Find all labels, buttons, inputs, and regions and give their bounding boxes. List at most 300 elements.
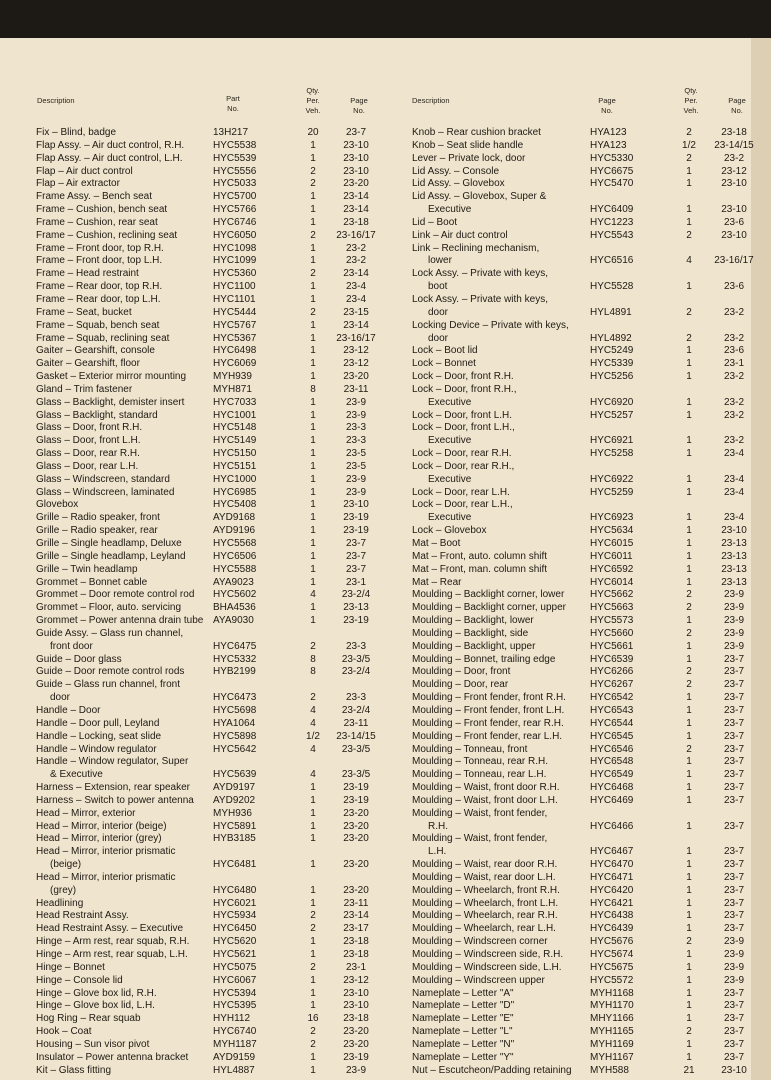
parts-row <box>412 1026 758 1039</box>
part-description: Grille – Radio speaker, rear <box>36 525 158 537</box>
part-description: Grommet – Bonnet cable <box>36 576 148 588</box>
part-number: HYC6922 <box>590 473 634 485</box>
part-description: Handle – Locking, seat slide <box>36 730 162 742</box>
part-description: Flap Assy. – Air duct control, L.H. <box>36 152 183 164</box>
part-number: HYC6506 <box>213 550 257 562</box>
header-description-right: Description <box>412 96 450 105</box>
part-description: Head Restraint Assy. – Executive <box>36 923 184 935</box>
parts-row <box>412 731 758 744</box>
part-number: HYC6548 <box>590 756 634 768</box>
quantity-per-vehicle: 2 <box>686 229 692 241</box>
part-description: Gland – Trim fastener <box>36 383 133 395</box>
quantity-per-vehicle: 1 <box>310 152 316 164</box>
quantity-per-vehicle: 4 <box>310 717 316 729</box>
part-number: MYH871 <box>213 383 252 395</box>
parts-row <box>412 499 758 512</box>
part-description: Moulding – Windscreen upper <box>412 974 545 986</box>
quantity-per-vehicle: 1 <box>686 615 692 627</box>
part-number: HYC6050 <box>213 229 257 241</box>
part-number: HYC6543 <box>590 704 634 716</box>
part-number: HYC6466 <box>590 820 634 832</box>
parts-row <box>412 487 758 500</box>
part-number: HYL4891 <box>590 306 632 318</box>
page-number: 23-7 <box>723 743 744 755</box>
parts-row <box>36 885 382 898</box>
part-number: HYC6069 <box>213 358 257 370</box>
parts-row <box>36 384 382 397</box>
quantity-per-vehicle: 1 <box>686 769 692 781</box>
part-number: HYC5539 <box>213 152 257 164</box>
quantity-per-vehicle: 1 <box>310 1000 316 1012</box>
parts-row <box>36 191 382 204</box>
part-description: Handle – Door pull, Leyland <box>36 717 160 729</box>
parts-row <box>36 166 382 179</box>
parts-row <box>412 833 758 846</box>
part-description: Flap – Air duct control <box>36 165 133 177</box>
part-number: HYC5543 <box>590 229 634 241</box>
part-number: HYC5934 <box>213 910 257 922</box>
part-number: HYC5661 <box>590 640 634 652</box>
part-number: HYC5033 <box>213 178 257 190</box>
part-number: HYC5620 <box>213 936 257 948</box>
part-number: AYD9197 <box>213 782 256 794</box>
part-description: Moulding – Waist, front door R.H. <box>412 782 560 794</box>
page-number: 23-7 <box>723 1026 744 1038</box>
part-description: Moulding – Tonneau, rear R.H. <box>412 756 549 768</box>
part-number: HYL4887 <box>213 1064 255 1076</box>
part-number: MYH1170 <box>590 1000 634 1012</box>
quantity-per-vehicle: 2 <box>686 1026 692 1038</box>
parts-list-left <box>36 127 382 1077</box>
quantity-per-vehicle: 16 <box>307 1013 319 1025</box>
part-number: HYC6014 <box>590 576 634 588</box>
page-number: 23-2/4 <box>341 704 371 716</box>
page-number: 23-7 <box>345 127 366 138</box>
page-number: 23-4 <box>345 281 366 293</box>
page-number: 23-7 <box>723 1013 744 1025</box>
page-number: 23-6 <box>723 345 744 357</box>
quantity-per-vehicle: 1 <box>310 1064 316 1076</box>
page-number: 23-20 <box>343 884 369 896</box>
part-number: HYC6011 <box>590 550 633 562</box>
page-number: 23-9 <box>723 627 744 639</box>
parts-row <box>36 679 382 692</box>
part-description: Kit – Glass fitting <box>36 1064 112 1076</box>
quantity-per-vehicle: 1 <box>686 794 692 806</box>
part-number: HYC7033 <box>213 396 257 408</box>
parts-row <box>36 333 382 346</box>
part-description: Moulding – Tonneau, rear L.H. <box>412 769 547 781</box>
quantity-per-vehicle: 1 <box>686 473 692 485</box>
parts-row <box>412 705 758 718</box>
part-number: HYC6468 <box>590 782 634 794</box>
part-number: MYH1165 <box>590 1026 634 1038</box>
part-description: Moulding – Backlight, upper <box>412 640 536 652</box>
quantity-per-vehicle: 1 <box>686 345 692 357</box>
part-description: Frame Assy. – Bench seat <box>36 191 152 203</box>
quantity-per-vehicle: 2 <box>310 229 316 241</box>
part-number: HYC5075 <box>213 961 257 973</box>
part-description: Frame – Rear door, top L.H. <box>36 293 161 305</box>
page-number: 23-7 <box>723 679 744 691</box>
part-number: HYC5332 <box>213 653 257 665</box>
part-number: HYC1099 <box>213 255 257 267</box>
part-description: Nameplate – Letter "A" <box>412 987 514 999</box>
parts-row <box>412 345 758 358</box>
page-number: 23-10 <box>721 1064 747 1076</box>
part-description: Knob – Rear cushion bracket <box>412 127 541 138</box>
page-number: 23-18 <box>343 936 369 948</box>
part-description: Hinge – Glove box lid, R.H. <box>36 987 157 999</box>
part-number: HYC6923 <box>590 512 634 524</box>
part-number: HYC5444 <box>213 306 257 318</box>
parts-row <box>412 769 758 782</box>
part-number: HYC5528 <box>590 281 634 293</box>
part-number: HYH112 <box>213 1013 251 1025</box>
parts-row <box>36 255 382 268</box>
part-number: 13H217 <box>213 127 249 138</box>
quantity-per-vehicle: 1 <box>686 704 692 716</box>
parts-row <box>36 1026 382 1039</box>
page-number: 23-3 <box>345 692 366 704</box>
part-number: AYD9159 <box>213 1051 256 1063</box>
part-number: HYC5663 <box>590 602 634 614</box>
parts-row <box>412 821 758 834</box>
page-number: 23-11 <box>343 897 369 909</box>
part-number: AYD9196 <box>213 525 256 537</box>
part-number: HYC6470 <box>590 859 634 871</box>
header-description-left: Description <box>37 96 75 105</box>
parts-row <box>36 243 382 256</box>
page-number: 23-9 <box>723 936 744 948</box>
part-number: HYB2199 <box>213 666 256 678</box>
quantity-per-vehicle: 1 <box>686 486 692 498</box>
part-number: HYC6473 <box>213 692 257 704</box>
parts-row <box>36 692 382 705</box>
quantity-per-vehicle: 1 <box>310 936 316 948</box>
parts-row <box>36 410 382 423</box>
part-description: Hinge – Console lid <box>36 974 123 986</box>
part-number: HYC5662 <box>590 589 634 601</box>
page-number: 23-12 <box>343 974 369 986</box>
quantity-per-vehicle: 1 <box>686 987 692 999</box>
part-number: HYC6467 <box>590 846 634 858</box>
part-description: Flap – Air extractor <box>36 178 120 190</box>
parts-row <box>412 1013 758 1026</box>
parts-row <box>36 666 382 679</box>
parts-row <box>412 525 758 538</box>
parts-row <box>36 936 382 949</box>
part-description: Lock – Glovebox <box>412 525 487 537</box>
quantity-per-vehicle: 1 <box>310 1051 316 1063</box>
quantity-per-vehicle: 1 <box>310 422 316 434</box>
page-number: 23-7 <box>723 846 744 858</box>
parts-row <box>412 512 758 525</box>
quantity-per-vehicle: 1 <box>686 859 692 871</box>
page-number: 23-19 <box>343 794 369 806</box>
part-description: Nut – Escutcheon/Padding retaining <box>412 1064 572 1076</box>
quantity-per-vehicle: 1/2 <box>682 139 696 151</box>
parts-row <box>36 988 382 1001</box>
quantity-per-vehicle: 2 <box>686 602 692 614</box>
parts-row <box>36 859 382 872</box>
page-number: 23-7 <box>723 1000 744 1012</box>
parts-row <box>412 1039 758 1052</box>
part-number: HYC6438 <box>590 910 634 922</box>
quantity-per-vehicle: 1 <box>686 846 692 858</box>
parts-row <box>36 872 382 885</box>
parts-row <box>412 718 758 731</box>
part-number: HYC6409 <box>590 204 634 216</box>
part-number: HYL4892 <box>590 332 632 344</box>
part-number: HYC5898 <box>213 730 257 742</box>
page-number: 23-10 <box>721 178 747 190</box>
quantity-per-vehicle: 1 <box>686 923 692 935</box>
page-number: 23-9 <box>345 409 366 421</box>
quantity-per-vehicle: 1 <box>686 538 692 549</box>
page-number: 23-6 <box>723 281 744 293</box>
parts-row <box>412 949 758 962</box>
parts-row <box>412 358 758 371</box>
part-description: Glass – Windscreen, laminated <box>36 486 175 498</box>
part-number: HYC5148 <box>213 422 257 434</box>
part-number: HYC6439 <box>590 923 634 935</box>
page-number: 23-10 <box>343 139 369 151</box>
page-number: 23-7 <box>345 538 366 549</box>
quantity-per-vehicle: 2 <box>686 743 692 755</box>
parts-row <box>36 358 382 371</box>
quantity-per-vehicle: 1 <box>310 319 316 331</box>
parts-row <box>36 512 382 525</box>
quantity-per-vehicle: 1 <box>310 332 316 344</box>
part-number: HYC5621 <box>213 949 257 960</box>
page-number: 23-9 <box>723 974 744 986</box>
part-description: Frame – Rear door, top R.H. <box>36 281 163 293</box>
parts-row <box>412 320 758 333</box>
part-description: Handle – Window regulator <box>36 743 157 755</box>
part-description: Frame – Squab, reclining seat <box>36 332 170 344</box>
page-number: 23-9 <box>723 961 744 973</box>
part-description: Link – Reclining mechanism, <box>412 242 540 254</box>
part-description: Grommet – Door remote control rod <box>36 589 195 601</box>
quantity-per-vehicle: 2 <box>686 152 692 164</box>
part-number: HYC6545 <box>590 730 634 742</box>
quantity-per-vehicle: 8 <box>310 666 316 678</box>
parts-row <box>36 731 382 744</box>
quantity-per-vehicle: 1 <box>310 460 316 472</box>
parts-row <box>412 435 758 448</box>
part-description: Frame – Cushion, rear seat <box>36 216 158 228</box>
part-description: Lock – Door, rear L.H. <box>412 486 510 498</box>
page-number: 23-7 <box>723 859 744 871</box>
part-description: Grommet – Power antenna drain tube <box>36 615 204 627</box>
quantity-per-vehicle: 2 <box>310 910 316 922</box>
page-number: 23-7 <box>723 730 744 742</box>
parts-row <box>36 525 382 538</box>
parts-row <box>36 422 382 435</box>
quantity-per-vehicle: 1 <box>686 949 692 960</box>
part-number: HYC1000 <box>213 473 257 485</box>
page-number: 23-7 <box>723 820 744 832</box>
quantity-per-vehicle: 1 <box>310 974 316 986</box>
part-description: Lock – Boot lid <box>412 345 478 357</box>
page-number: 23-12 <box>343 345 369 357</box>
page-number: 23-3 <box>345 435 366 447</box>
part-number: HYC1100 <box>213 281 256 293</box>
part-number: MHY1166 <box>590 1013 634 1025</box>
quantity-per-vehicle: 1 <box>310 550 316 562</box>
parts-row <box>412 166 758 179</box>
parts-row <box>412 384 758 397</box>
quantity-per-vehicle: 1 <box>686 550 692 562</box>
part-description: Moulding – Door, front <box>412 666 511 678</box>
page-number: 23-9 <box>723 949 744 960</box>
part-number: HYC5572 <box>590 974 634 986</box>
quantity-per-vehicle: 4 <box>686 255 692 267</box>
part-description: Head Restraint Assy. <box>36 910 129 922</box>
parts-row <box>36 769 382 782</box>
part-description: Glass – Door, rear L.H. <box>36 460 139 472</box>
quantity-per-vehicle: 1 <box>310 191 316 203</box>
quantity-per-vehicle: 2 <box>686 332 692 344</box>
page-number: 23-4 <box>345 293 366 305</box>
part-description: Frame – Front door, top R.H. <box>36 242 164 254</box>
page-number: 23-20 <box>343 371 369 383</box>
parts-row <box>36 140 382 153</box>
part-number: HYC5698 <box>213 704 257 716</box>
part-description: Mat – Front, man. column shift <box>412 563 548 575</box>
parts-row <box>36 178 382 191</box>
page-number: 23-7 <box>723 717 744 729</box>
parts-row <box>412 461 758 474</box>
part-description: Glass – Door, front L.H. <box>36 435 141 447</box>
part-number: HYC6021 <box>213 897 257 909</box>
quantity-per-vehicle: 2 <box>686 679 692 691</box>
parts-row <box>36 923 382 936</box>
page-number: 23-7 <box>723 704 744 716</box>
part-description: Frame – Front door, top L.H. <box>36 255 163 267</box>
page-number: 23-19 <box>343 1051 369 1063</box>
page-number: 23-17 <box>343 923 369 935</box>
parts-row <box>412 975 758 988</box>
quantity-per-vehicle: 1 <box>686 897 692 909</box>
page-number: 23-13 <box>343 602 369 614</box>
part-number: HYC5639 <box>213 769 257 781</box>
part-number: HYC5573 <box>590 615 634 627</box>
part-description: Moulding – Wheelarch, front R.H. <box>412 884 560 896</box>
quantity-per-vehicle: 4 <box>310 589 316 601</box>
part-description: Mat – Rear <box>412 576 462 588</box>
part-description: Hinge – Glove box lid, L.H. <box>36 1000 155 1012</box>
part-description: (beige) <box>50 859 82 871</box>
part-description: Moulding – Wheelarch, front L.H. <box>412 897 559 909</box>
page-number: 23-1 <box>345 961 366 973</box>
header-page-left: Page No. <box>350 96 368 115</box>
part-description: Head – Mirror, interior prismatic <box>36 846 176 858</box>
page-number: 23-19 <box>343 615 369 627</box>
page-number: 23-14 <box>343 268 369 280</box>
part-description: Moulding – Backlight corner, lower <box>412 589 565 601</box>
part-number: HYC5151 <box>213 460 257 472</box>
parts-row <box>412 641 758 654</box>
part-description: Frame – Head restraint <box>36 268 139 280</box>
parts-row <box>36 461 382 474</box>
part-description: lower <box>428 255 452 267</box>
page-number: 23-10 <box>721 204 747 216</box>
page-number: 23-7 <box>723 756 744 768</box>
part-description: front door <box>50 640 93 652</box>
parts-row <box>412 872 758 885</box>
quantity-per-vehicle: 1 <box>310 486 316 498</box>
part-description: Mat – Boot <box>412 538 461 549</box>
parts-row <box>412 654 758 667</box>
part-description: Lock – Door, front R.H. <box>412 371 514 383</box>
part-description: Executive <box>428 512 472 524</box>
part-number: HYC6746 <box>213 216 257 228</box>
quantity-per-vehicle: 1 <box>310 563 316 575</box>
page-number: 23-4 <box>723 448 744 460</box>
header-qty-left: Qty. Per. Veh. <box>305 86 321 115</box>
page-number: 23-12 <box>343 358 369 370</box>
part-description: Moulding – Tonneau, front <box>412 743 528 755</box>
part-description: Hinge – Arm rest, rear squab, L.H. <box>36 949 188 960</box>
part-number: HYC5330 <box>590 152 634 164</box>
parts-row <box>36 1013 382 1026</box>
part-number: HYC6542 <box>590 692 634 704</box>
parts-row <box>36 1052 382 1065</box>
parts-row <box>412 474 758 487</box>
page-number: 23-16/17 <box>336 332 376 344</box>
quantity-per-vehicle: 1 <box>686 910 692 922</box>
quantity-per-vehicle: 1 <box>686 640 692 652</box>
quantity-per-vehicle: 1 <box>686 512 692 524</box>
page-number: 23-7 <box>723 666 744 678</box>
part-number: HYC6546 <box>590 743 634 755</box>
part-number: MYH1168 <box>590 987 634 999</box>
part-number: HYC5470 <box>590 178 634 190</box>
part-description: Harness – Switch to power antenna <box>36 794 194 806</box>
part-description: Lock Assy. – Private with keys, <box>412 268 548 280</box>
quantity-per-vehicle: 1 <box>686 756 692 768</box>
quantity-per-vehicle: 1 <box>686 653 692 665</box>
part-description: Frame – Squab, bench seat <box>36 319 160 331</box>
part-number: HYC5891 <box>213 820 257 832</box>
page-number: 23-4 <box>723 512 744 524</box>
parts-row <box>36 718 382 731</box>
part-description: Lock – Door, rear L.H., <box>412 499 513 511</box>
part-number: HYC6481 <box>213 859 257 871</box>
quantity-per-vehicle: 2 <box>310 1026 316 1038</box>
parts-row <box>412 577 758 590</box>
parts-row <box>412 846 758 859</box>
part-description: Grille – Single headlamp, Leyland <box>36 550 186 562</box>
page-number: 23-7 <box>723 923 744 935</box>
parts-row <box>412 397 758 410</box>
part-description: Hinge – Arm rest, rear squab, R.H. <box>36 936 190 948</box>
parts-row <box>412 602 758 615</box>
parts-row <box>412 808 758 821</box>
part-number: HYC5395 <box>213 1000 257 1012</box>
part-number: HYC5634 <box>590 525 634 537</box>
part-description: Moulding – Front fender, front L.H. <box>412 704 565 716</box>
parts-row <box>36 808 382 821</box>
parts-row <box>412 217 758 230</box>
part-number: HYC5367 <box>213 332 257 344</box>
part-number: HYA123 <box>590 127 627 138</box>
quantity-per-vehicle: 1 <box>686 576 692 588</box>
quantity-per-vehicle: 21 <box>683 1064 695 1076</box>
page-number: 23-13 <box>721 563 747 575</box>
